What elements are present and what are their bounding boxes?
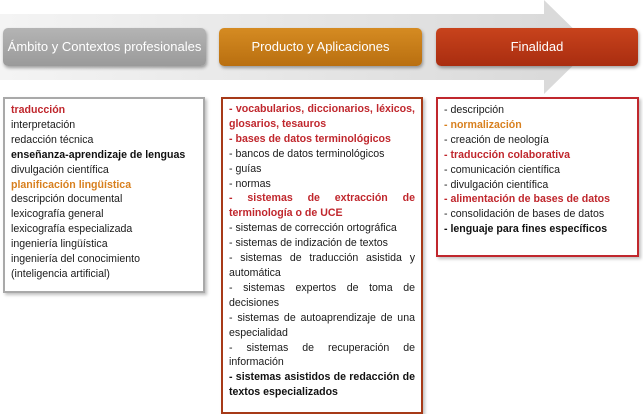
- list-item: - sistemas asistidos de redacción de textos especializados: [229, 371, 415, 399]
- list-item: interpretación: [11, 118, 76, 131]
- list-item: (inteligencia artificial): [11, 267, 110, 280]
- list-item: ingeniería del conocimiento: [11, 253, 140, 266]
- ambito-list-box: [3, 97, 205, 293]
- list-item: - consolidación de bases de datos: [444, 208, 605, 221]
- list-item: - sistemas de recuperación de información: [229, 341, 415, 369]
- list-item: - sistemas de traducción asistida y automática: [229, 252, 415, 279]
- list-item: - creación de neología: [444, 133, 549, 146]
- list-item: - traducción colaborativa: [444, 148, 570, 161]
- list-item: - guías: [229, 162, 262, 175]
- finalidad-list-box: [436, 97, 639, 257]
- header-producto: Producto y Aplicaciones: [219, 28, 422, 66]
- list-item: - sistemas de extracción de terminología o de UCE: [229, 192, 415, 220]
- list-item: - divulgación científica: [444, 178, 549, 191]
- list-item: - descripción: [444, 104, 505, 116]
- header-finalidad: Finalidad: [436, 28, 638, 66]
- list-item: - sistemas de corrección ortográfica: [229, 222, 397, 235]
- list-item: redacción técnica: [11, 133, 94, 146]
- list-item: - sistemas expertos de toma de decisiones: [229, 281, 415, 309]
- list-item: - vocabularios, diccionarios, léxicos, glosarios, tesauros: [229, 103, 415, 130]
- list-item: divulgación científica: [11, 163, 109, 176]
- list-item: enseñanza-aprendizaje de lenguas: [11, 148, 186, 161]
- list-item: - lenguaje para fines específicos: [444, 223, 608, 236]
- list-item: - sistemas de indización de textos: [229, 237, 388, 250]
- list-item: - comunicación científica: [444, 163, 560, 176]
- list-item: - bases de datos terminológicos: [229, 132, 391, 145]
- producto-list-box: [221, 97, 423, 414]
- list-item: - bancos de datos terminológicos: [229, 147, 385, 160]
- list-item: - normas: [229, 177, 271, 190]
- list-item: - alimentación de bases de datos: [444, 193, 611, 206]
- list-item: lexicografía especializada: [11, 223, 133, 236]
- header-ambito: Ámbito y Contextos profesionales: [3, 28, 206, 66]
- list-item: descripción documental: [11, 193, 123, 206]
- list-item: planificación lingüística: [11, 178, 132, 191]
- list-item: traducción: [11, 104, 66, 116]
- list-item: - sistemas de autoaprendizaje de una especialidad: [229, 311, 415, 339]
- list-item: - normalización: [444, 118, 522, 131]
- list-item: ingeniería lingüística: [11, 238, 108, 251]
- list-item: lexicografía general: [11, 208, 104, 221]
